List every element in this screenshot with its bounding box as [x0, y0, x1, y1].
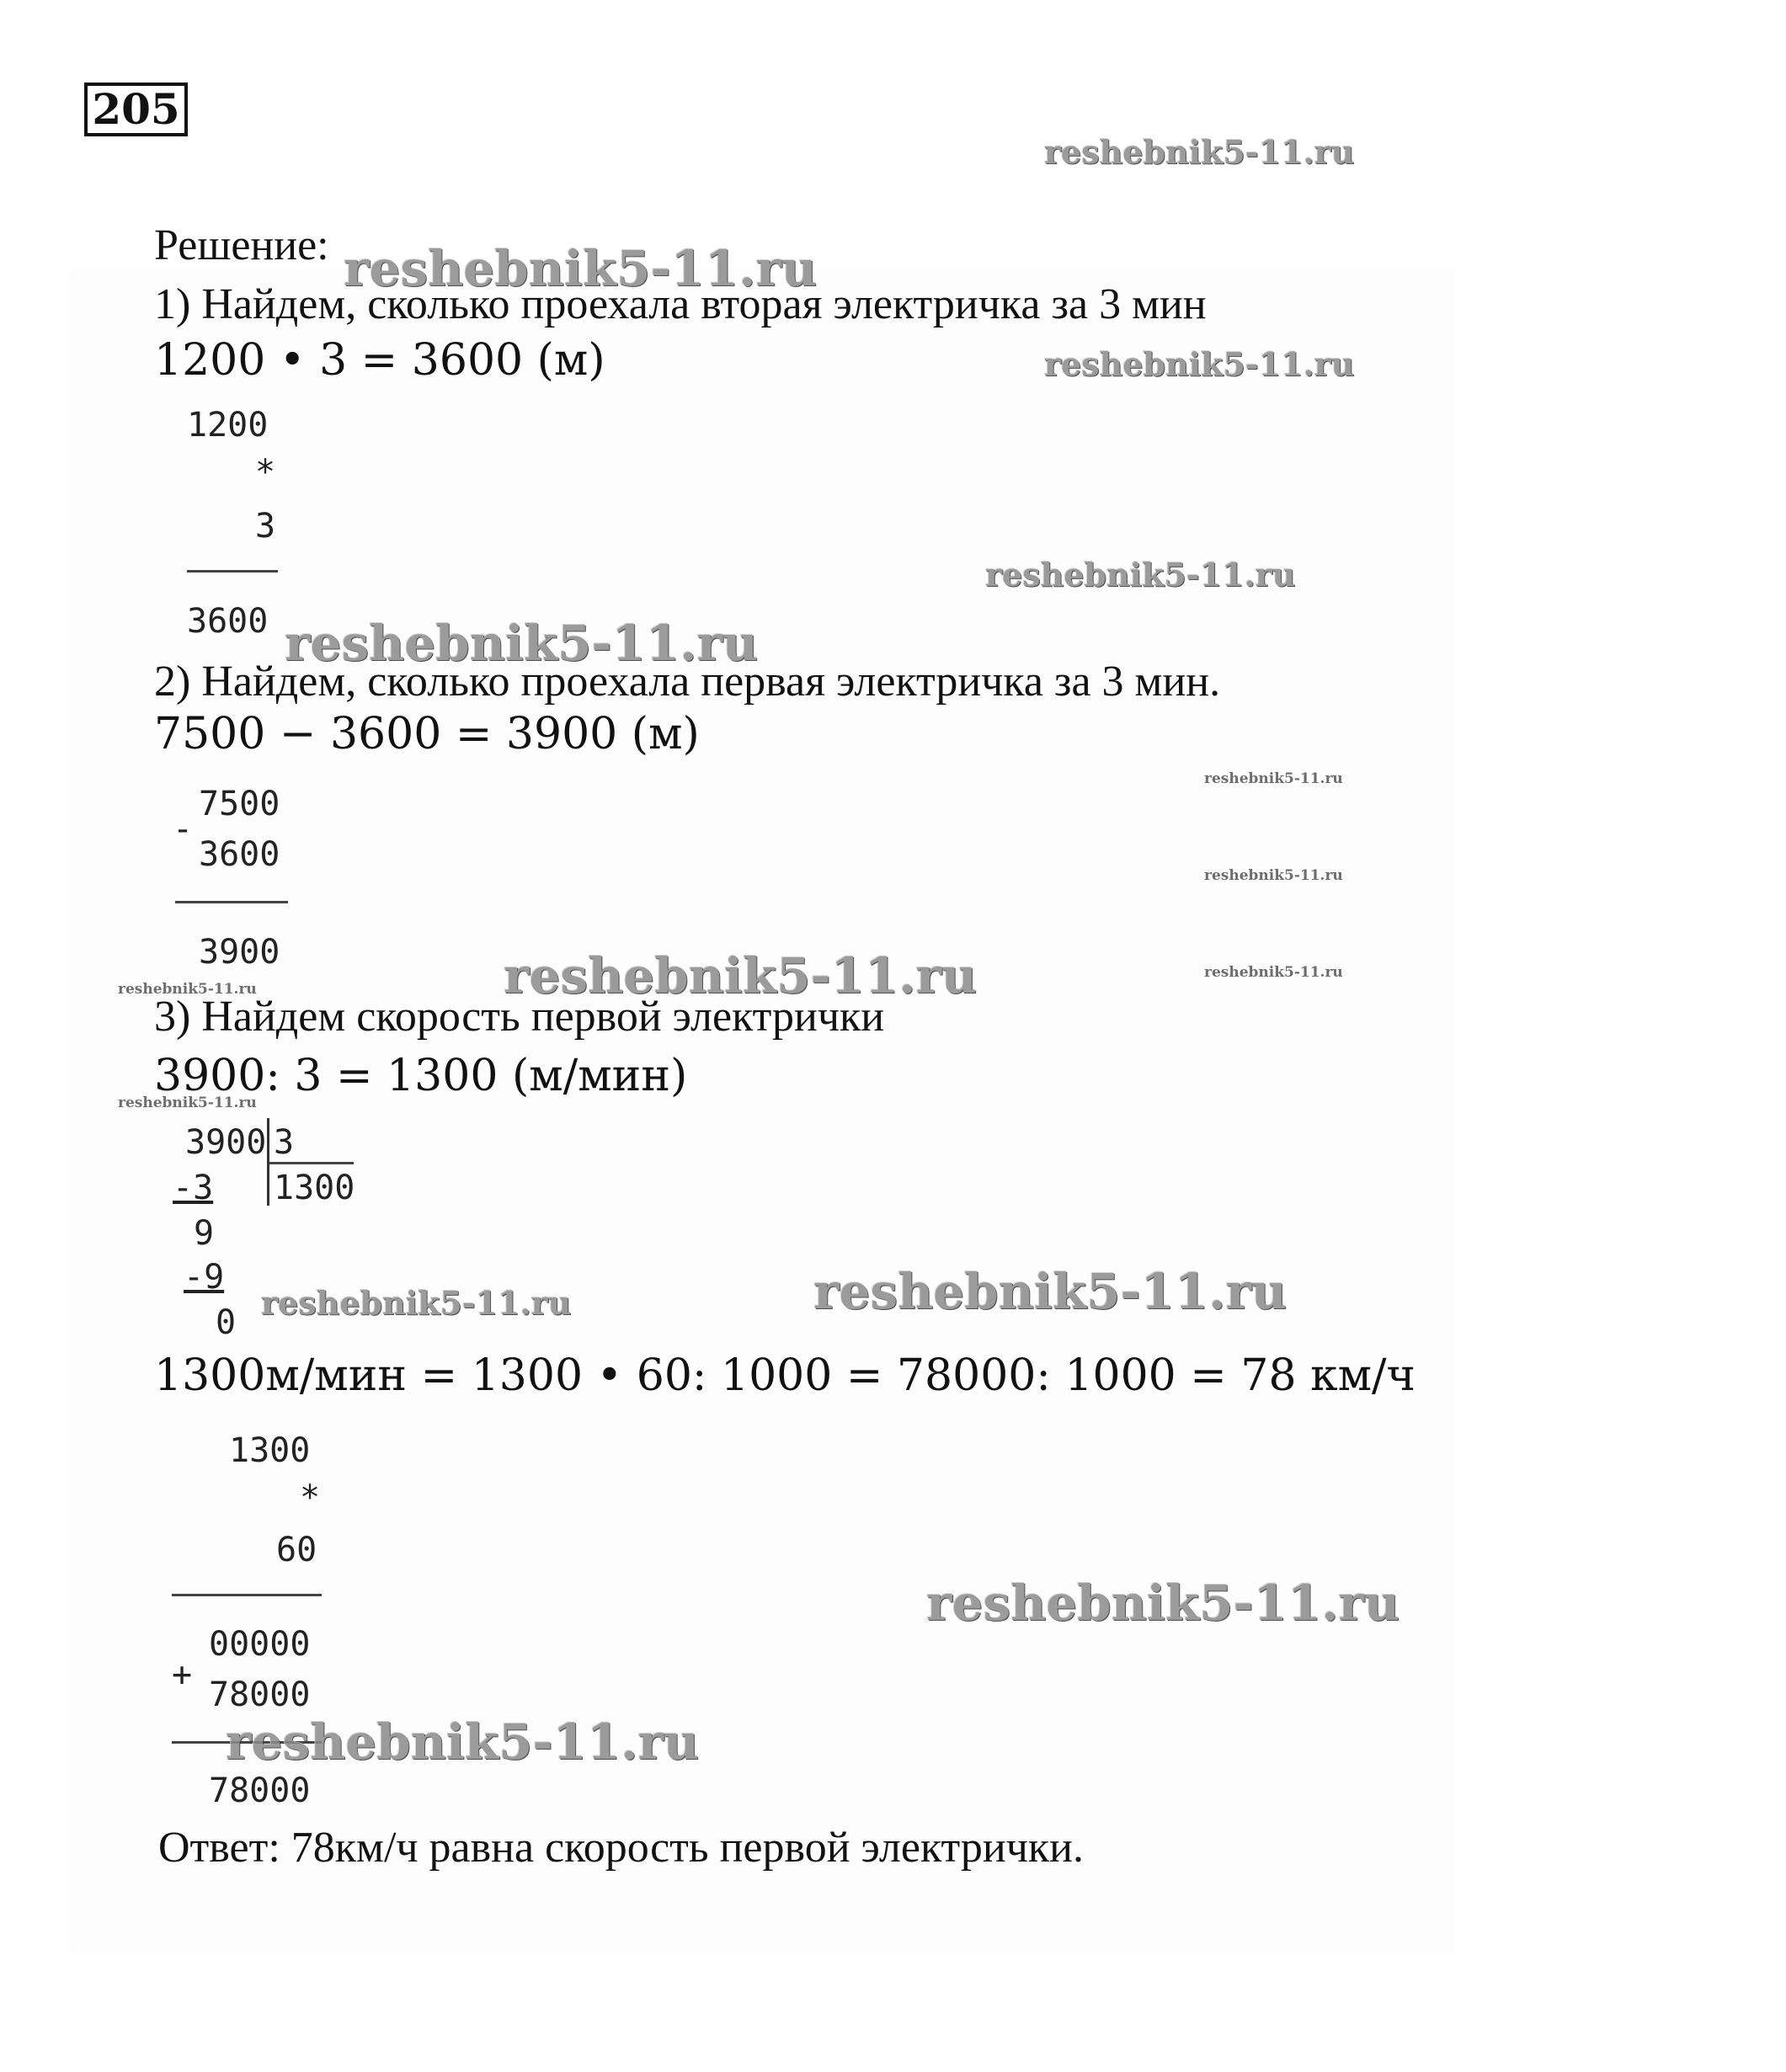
step-2-equation: 7500 − 3600 = 3900 (м) — [154, 709, 700, 759]
watermark: reshebnik5-11.ru — [261, 1284, 572, 1322]
watermark: reshebnik5-11.ru — [344, 240, 818, 297]
div-dividend: 3900 — [185, 1123, 267, 1162]
mult1-rule — [187, 570, 278, 573]
mult1-b: 3 — [255, 507, 276, 546]
step-1-text: 1) Найдем, сколько проехала вторая электричка за 3 мин — [154, 280, 1207, 328]
div-step1-rem: 9 — [194, 1214, 215, 1253]
watermark: reshebnik5-11.ru — [504, 947, 978, 1004]
watermark: reshebnik5-11.ru — [1044, 345, 1355, 383]
step-2-text: 2) Найдем, сколько проехала первая электричка за 3 мин. — [154, 658, 1221, 706]
div-step1-sub: -3 — [173, 1169, 214, 1207]
watermark: reshebnik5-11.ru — [1044, 133, 1355, 171]
mult2-b: 60 — [276, 1531, 317, 1569]
div-horizontal-rule — [269, 1162, 354, 1164]
step-1-equation: 1200 • 3 = 3600 (м) — [154, 335, 605, 386]
sub1-op: - — [173, 810, 194, 849]
watermark: reshebnik5-11.ru — [985, 556, 1296, 594]
mult2-result: 78000 — [209, 1771, 311, 1810]
watermark: reshebnik5-11.ru — [813, 1263, 1288, 1320]
watermark: reshebnik5-11.ru — [118, 1095, 257, 1111]
div-step2-sub: -9 — [184, 1258, 225, 1297]
mult1-result: 3600 — [187, 602, 269, 641]
watermark: reshebnik5-11.ru — [118, 981, 257, 998]
mult2-rule-1 — [172, 1594, 322, 1596]
sub1-a: 7500 — [199, 785, 280, 823]
div-step2-rem: 0 — [216, 1303, 237, 1342]
watermark: reshebnik5-11.ru — [285, 615, 759, 672]
mult2-a: 1300 — [229, 1431, 311, 1470]
watermark: reshebnik5-11.ru — [1204, 770, 1343, 787]
solution-label: Решение: — [154, 221, 329, 269]
div-divisor: 3 — [274, 1123, 295, 1162]
mult2-partial-2: 78000 — [209, 1675, 311, 1714]
watermark: reshebnik5-11.ru — [926, 1574, 1400, 1632]
watermark: reshebnik5-11.ru — [226, 1713, 700, 1771]
div-quotient: 1300 — [274, 1169, 355, 1207]
mult1-a: 1200 — [187, 406, 269, 445]
sub1-result: 3900 — [199, 933, 280, 972]
watermark: reshebnik5-11.ru — [1204, 867, 1343, 884]
step-3-text: 3) Найдем скорость первой электрички — [154, 993, 885, 1041]
problem-number: 205 — [84, 83, 188, 136]
answer-text: Ответ: 78км/ч равна скорость первой электрички. — [158, 1824, 1084, 1872]
mult2-op: * — [300, 1478, 321, 1517]
step-3-equation: 3900: 3 = 1300 (м/мин) — [154, 1051, 688, 1101]
watermark: reshebnik5-11.ru — [1204, 964, 1343, 981]
mult2-plus: + — [172, 1655, 193, 1694]
conversion-equation: 1300м/мин = 1300 • 60: 1000 = 78000: 1000 = 78 км/ч — [154, 1350, 1415, 1401]
mult1-op: * — [255, 453, 276, 492]
sub1-b: 3600 — [199, 835, 280, 874]
mult2-partial-1: 00000 — [209, 1625, 311, 1664]
sub1-rule — [175, 901, 288, 903]
